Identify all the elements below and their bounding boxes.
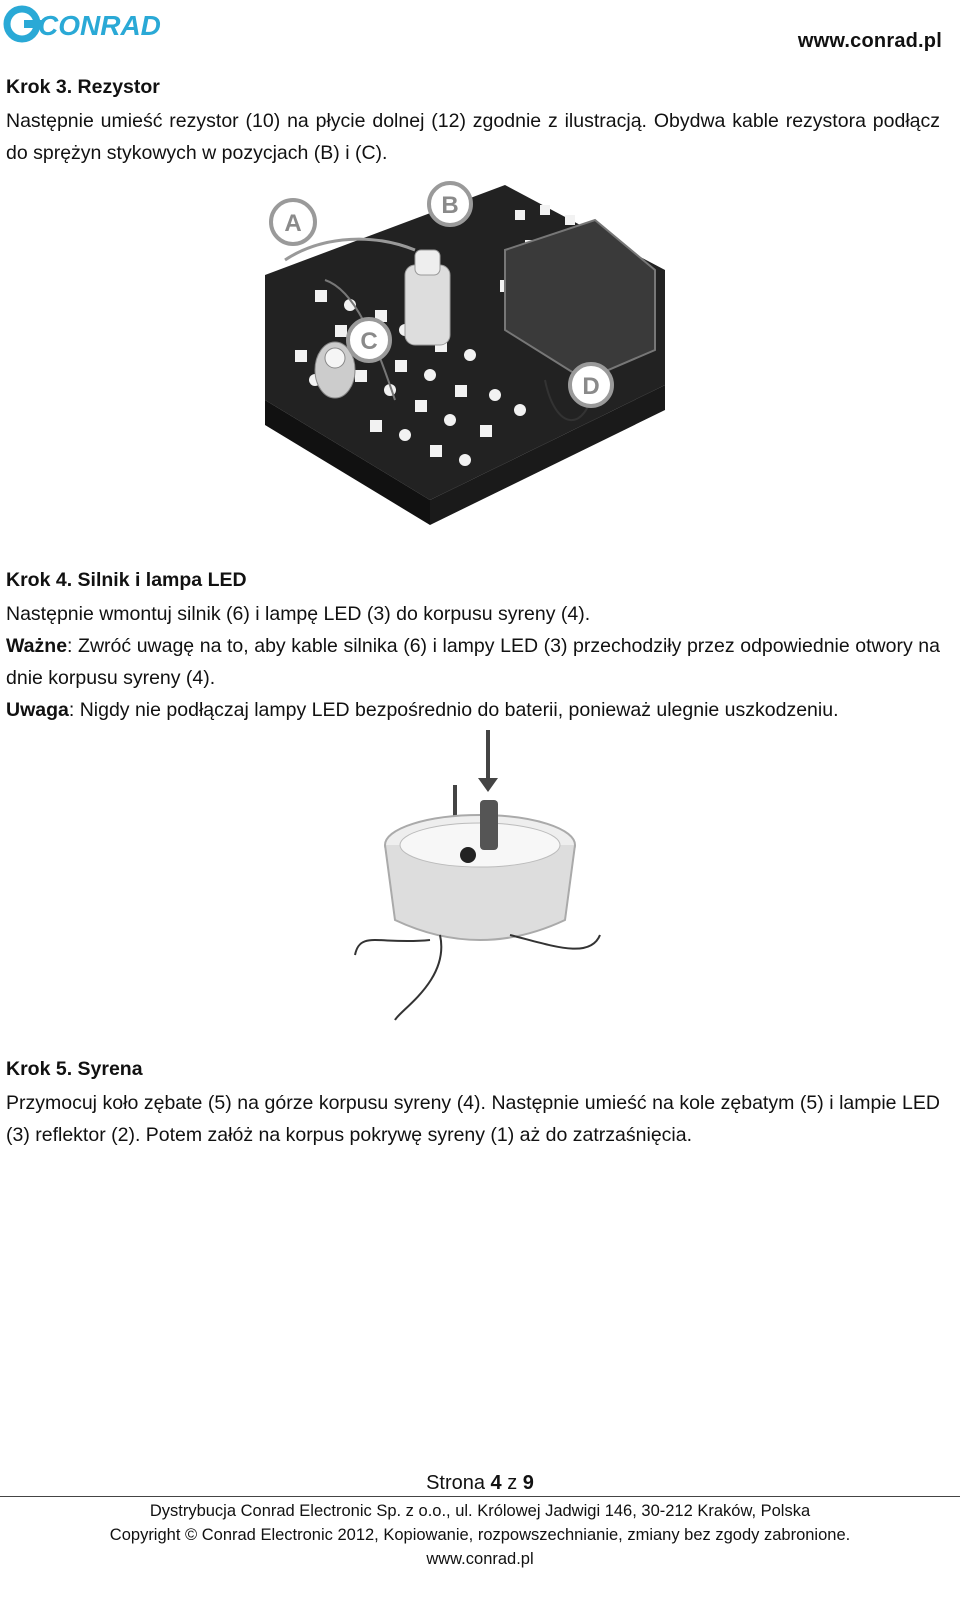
- footer-url[interactable]: www.conrad.pl: [426, 1550, 534, 1568]
- page-current: 4: [490, 1472, 502, 1494]
- important-label: Ważne: [6, 635, 68, 657]
- page-total: 9: [522, 1472, 534, 1494]
- header-site-url[interactable]: www.conrad.pl: [797, 30, 942, 52]
- step4-line1: Następnie wmontuj silnik (6) i lampę LED (3) do korpusu syreny (4).: [6, 603, 591, 625]
- logo-text: CONRAD: [38, 10, 161, 41]
- siren-body-illustration: [340, 730, 610, 1030]
- note-label: Uwaga: [6, 699, 69, 721]
- step3-title: Krok 3. Rezystor: [6, 76, 160, 98]
- page-sep: z: [501, 1472, 523, 1494]
- baseplate-illustration: [255, 180, 695, 540]
- note-text: : Nigdy nie podłączaj lampy LED bezpośrednio do baterii, ponieważ ulegnie uszkodzeniu.: [68, 699, 839, 721]
- page-prefix: Strona: [426, 1472, 491, 1494]
- footer-copyright: Copyright © Conrad Electronic 2012, Kopiowanie, rozpowszechnianie, zmiany bez zgody zabronione.: [109, 1526, 851, 1544]
- step3-text: Następnie umieść rezystor (10) na płycie dolnej (12) zgodnie z ilustracją. Obydwa kable rezystora podłącz do sprężyn stykowych w pozycjach (B) i (C).: [6, 110, 940, 164]
- label-d: D: [582, 373, 600, 400]
- step4-note: [6, 694, 940, 726]
- step4-title: Krok 4. Silnik i lampa LED: [6, 569, 247, 591]
- conrad-logo: [2, 4, 162, 44]
- step5-title: Krok 5. Syrena: [6, 1058, 143, 1080]
- label-c: C: [360, 328, 378, 355]
- label-a: A: [284, 210, 302, 237]
- footer-divider: [0, 1496, 960, 1497]
- footer-address: Dystrybucja Conrad Electronic Sp. z o.o., ul. Królowej Jadwigi 146, 30-212 Kraków, Polska: [149, 1502, 811, 1520]
- label-b: B: [441, 192, 459, 219]
- step5-text: Przymocuj koło zębate (5) na górze korpusu syreny (4). Następnie umieść na kole zębatym (5) i lampie LED (3) reflektor (2). Potem załóż na korpus pokrywę syreny (1) aż do zatrzaśnięcia.: [6, 1092, 940, 1146]
- important-text: : Zwróć uwagę na to, aby kable silnika (6) i lampy LED (3) przechodziły przez odpowiednie otwory na dnie korpusu syreny (4).: [6, 635, 940, 689]
- step4-important: [6, 630, 940, 694]
- page-number: [0, 1472, 960, 1495]
